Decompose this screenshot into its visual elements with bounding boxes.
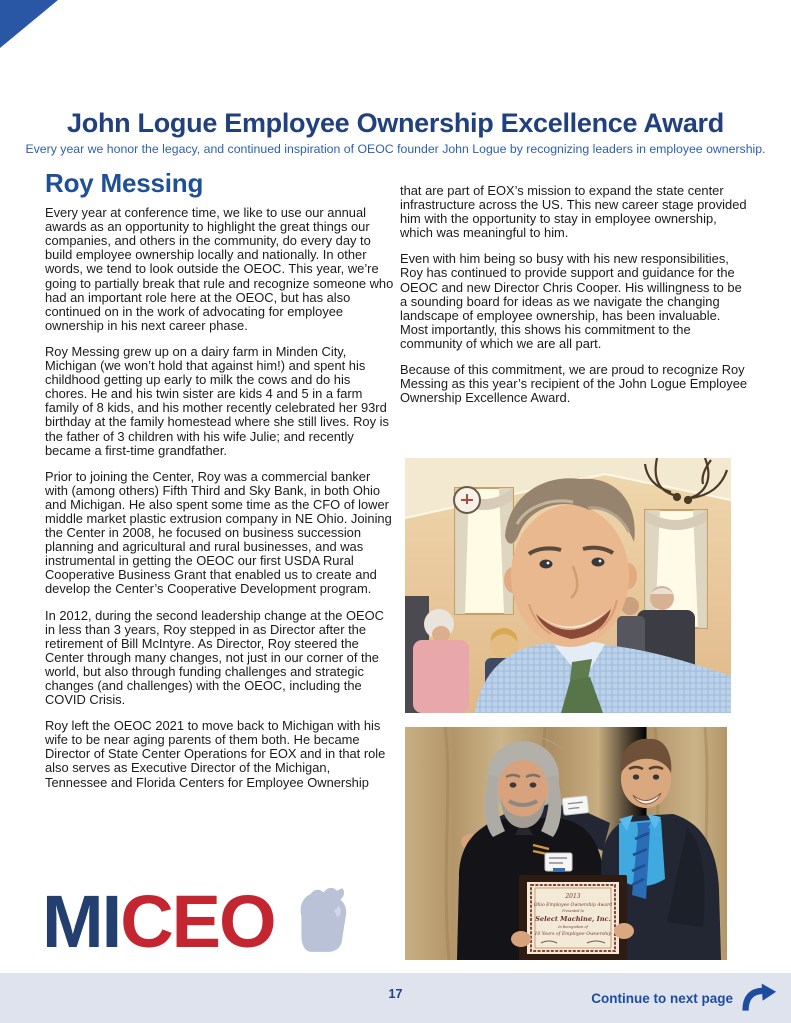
right-column <box>400 184 750 417</box>
award-photo-illustration <box>405 727 727 960</box>
paragraph: that are part of EOX’s mission to expand the state center infrastructure across the US. This new career stage provided him with the opportunity to stay in employee ownership, which was meaningful to him. <box>400 183 747 241</box>
paragraph: Roy Messing grew up on a dairy farm in Minden City, Michigan (we won’t hold that against him!) and spent his childhood getting up early to milk the cows and do his chores. He and his twin sister are kids 4 and 5 in a farm family of 8 kids, and his mother recently celebrated her 93rd birthday at the family homestead where she still lives. Roy is the father of 3 children with his wife Julie; and recently became a first-time grandfather. <box>45 343 389 458</box>
certificate-company: Select Machine, Inc. <box>535 915 611 923</box>
miceo-logo-ceo: CEO <box>120 880 275 963</box>
certificate-year: 2013 <box>565 893 581 900</box>
corner-triangle-decoration <box>0 0 58 48</box>
award-certificate <box>511 875 634 960</box>
award-presentation-photo <box>405 727 727 960</box>
left-column <box>45 168 395 802</box>
continue-arrow-icon[interactable] <box>741 983 777 1013</box>
paragraph: Prior to joining the Center, Roy was a commercial banker with (among others) Fifth Third and Sky Bank, in both Ohio and Michigan. He also spent some time as the CFO of lower middle market plastic extrusion company in NE Ohio. Joining the Center in 2008, he focused on business succession planning and agricultural and rural businesses, and was instrumental in getting the OEOC our first USDA Rural Cooperative Business Grant that enabled us to create and develop the Center’s Cooperative Development program. <box>45 468 392 597</box>
certificate-recognition: In Recognition of <box>558 925 588 929</box>
clock-icon <box>454 487 480 513</box>
continue-next-page-label[interactable]: Continue to next page <box>591 990 733 1006</box>
paragraph: Every year at conference time, we like to use our annual awards as an opportunity to highlight the great things our companies, and others in the community, do every day to build employee ownership locally and nationally. In other words, we tend to look outside the OEOC. This year, we’re going to partially break that rule and recognize someone who had an important role here at the OEOC, but has also continued on in the work of advocating for employee ownership in his next career phase. <box>45 205 394 333</box>
certificate-presented-to: Presented to <box>562 909 584 913</box>
continue-next-page-link[interactable] <box>591 981 777 1015</box>
roy-messing-photo-illustration <box>405 458 731 713</box>
paragraph: Roy left the OEOC 2021 to move back to Michigan with his wife to be near aging parents of them both. He became Director of State Center Operations for EOX and in that role also serves as Executive Director of the Michigan, Tennessee and Florida Centers for Employee Ownership <box>45 718 386 790</box>
miceo-logo-text <box>42 880 275 963</box>
certificate-award-line: Ohio Employee Ownership Award <box>533 903 613 908</box>
footer-band <box>0 973 791 1023</box>
certificate-years-line: 10 Years of Employee Ownership <box>534 932 612 937</box>
paragraph: In 2012, during the second leadership change at the OEOC in less than 3 years, Roy stepped in as Director after the retirement of Bill McIntyre. As Director, Roy steered the Center through many changes, not just in our corner of the world, but also through funding challenges and strategic changes (and challenges) with the OEOC, including the COVID Crisis. <box>45 607 384 708</box>
michigan-state-icon <box>289 886 351 954</box>
paragraph: Even with him being so busy with his new responsibilities, Roy has continued to provide support and guidance for the OEOC and new Director Chris Cooper. His willingness to be a sounding board for ideas as we navigate the changing landscape of employee ownership, has been invaluable. Most importantly, this shows his commitment to the community of which we are all part. <box>400 251 742 351</box>
miceo-logo <box>42 880 351 963</box>
article-heading: Roy Messing <box>45 168 204 198</box>
page-number: 17 <box>388 987 403 1001</box>
miceo-logo-mi: MI <box>42 880 121 963</box>
page-subtitle: Every year we honor the legacy, and continued inspiration of OEOC founder John Logue by recognizing leaders in employee ownership. <box>25 142 766 156</box>
paragraph: Because of this commitment, we are proud to recognize Roy Messing as this year’s recipient of the John Logue Employee Ownership Excellence Award. <box>400 362 748 406</box>
roy-messing-photo <box>405 458 731 713</box>
page-title: John Logue Employee Ownership Excellence Award <box>67 108 724 138</box>
